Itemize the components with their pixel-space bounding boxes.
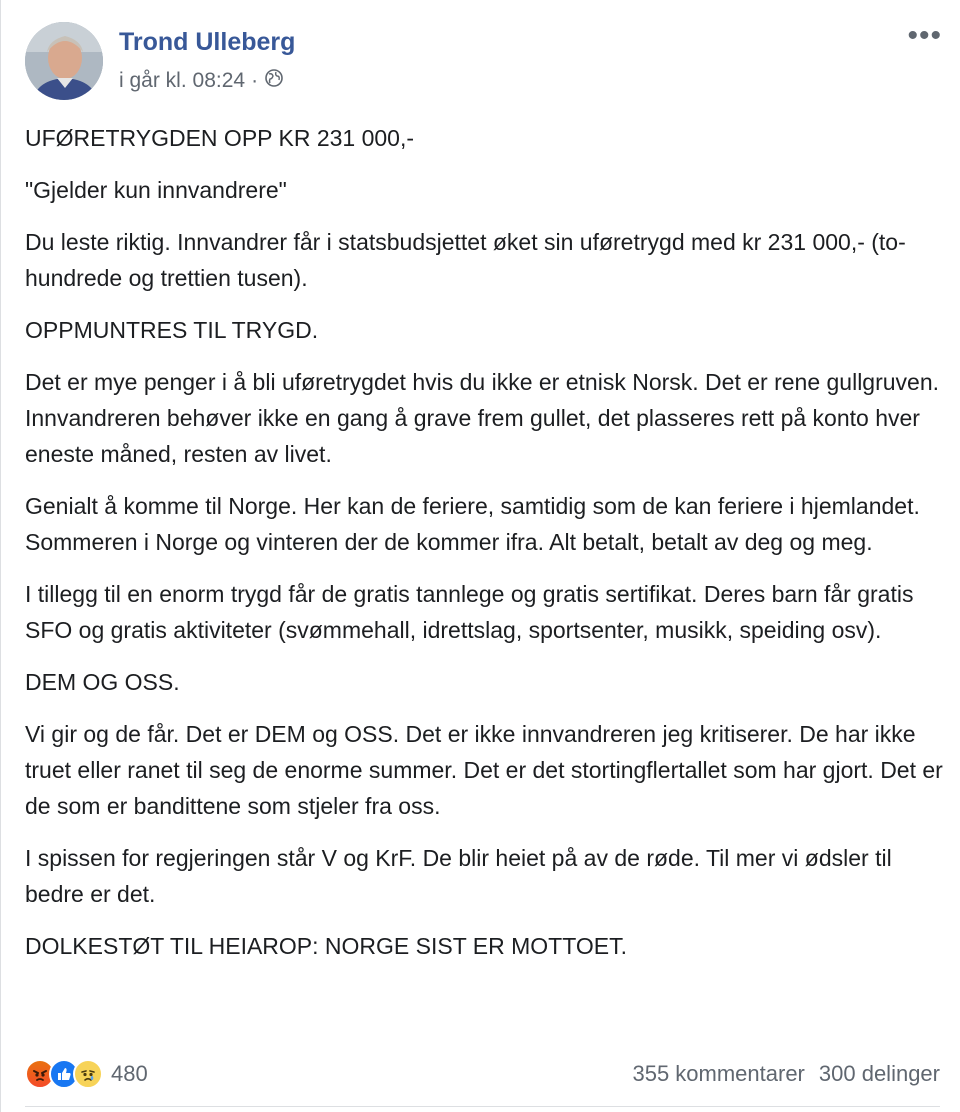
post-meta — [119, 68, 284, 94]
footer-divider — [25, 1106, 940, 1107]
engagement-counts — [632, 1061, 940, 1087]
post-footer — [25, 1054, 940, 1094]
post-paragraph: OPPMUNTRES TIL TRYGD. — [25, 317, 319, 343]
more-options-icon[interactable]: ••• — [907, 19, 942, 52]
avatar[interactable] — [25, 22, 103, 100]
globe-icon[interactable] — [264, 68, 284, 94]
post-paragraph: DEM OG OSS. — [25, 669, 180, 695]
post-body — [25, 120, 945, 980]
post-timestamp[interactable]: i går kl. 08:24 — [119, 69, 246, 92]
meta-separator: · — [251, 69, 259, 92]
post-paragraph: Vi gir og de får. Det er DEM og OSS. Det er ikke innvandreren jeg kritiserer. De har ikke truet eller ranet til seg de enorme summer. Det er det stortingflertallet som har gjort. Det er de som er bandittene som stjeler fra oss. — [25, 721, 943, 819]
post-paragraph: Det er mye penger i å bli uføretrygdet hvis du ikke er etnisk Norsk. Det er rene gullgruven. Innvandreren behøver ikke en gang å grave frem gullet, det plasseres rett på konto hver eneste måned, resten av livet. — [25, 369, 940, 467]
reaction-count: 480 — [111, 1061, 148, 1086]
comments-count[interactable]: 355 kommentarer — [632, 1061, 805, 1086]
shares-count[interactable]: 300 delinger — [818, 1061, 940, 1086]
profile-photo — [25, 22, 103, 100]
post-paragraph: DOLKESTØT TIL HEIAROP: NORGE SIST ER MOTTOET. — [25, 933, 627, 959]
post-paragraph: "Gjelder kun innvandrere" — [25, 177, 287, 203]
post-paragraph: Du leste riktig. Innvandrer får i statsbudsjettet øket sin uføretrygd med kr 231 000,- (to-hundrede og trettien tusen). — [25, 229, 906, 291]
post-paragraph: I tillegg til en enorm trygd får de gratis tannlege og gratis sertifikat. Deres barn får gratis SFO og gratis aktiviteter (svømmehall, idrettslag, sportsenter, musikk, speiding osv). — [25, 581, 914, 643]
sad-reaction-icon — [73, 1059, 103, 1089]
author-name[interactable]: Trond Ulleberg — [119, 28, 296, 56]
post-paragraph: Genialt å komme til Norge. Her kan de feriere, samtidig som de kan feriere i hjemlandet. Sommeren i Norge og vinteren der de kommer ifra. Alt betalt, betalt av deg og meg. — [25, 493, 920, 555]
post-paragraph: I spissen for regjeringen står V og KrF. De blir heiet på av de røde. Til mer vi ødsler til bedre er det. — [25, 845, 892, 907]
reactions-summary[interactable] — [25, 1059, 148, 1089]
post-paragraph: UFØRETRYGDEN OPP KR 231 000,- — [25, 125, 415, 151]
